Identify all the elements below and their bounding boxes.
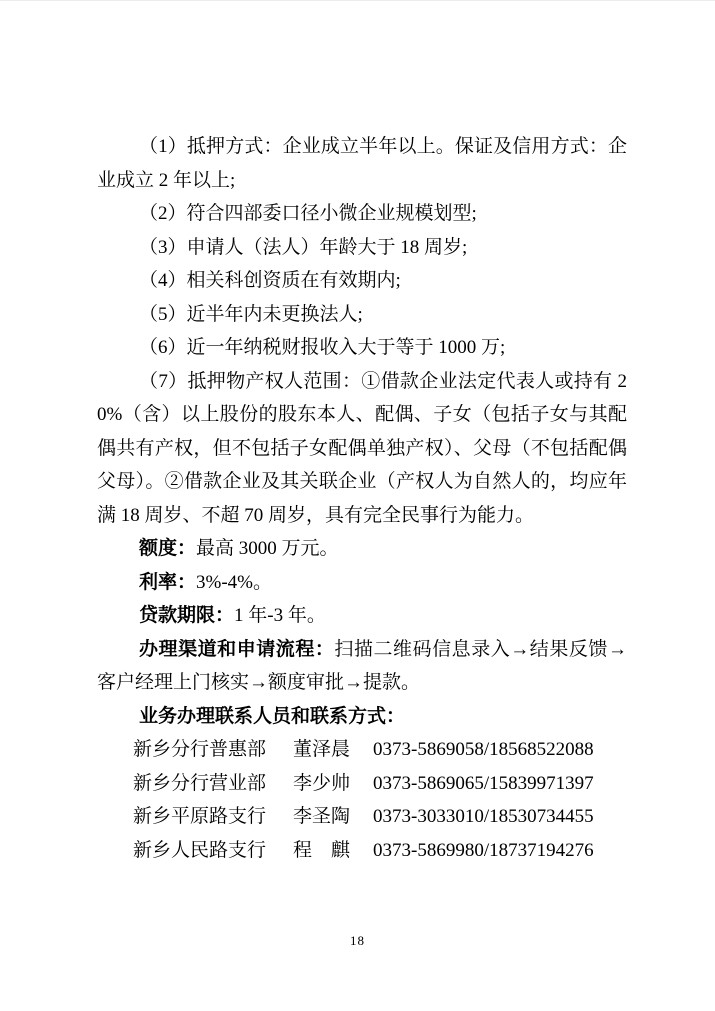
document-paragraph xyxy=(97,365,627,533)
contact-list xyxy=(97,733,627,867)
paragraph-text: 最高 3000 万元。 xyxy=(196,538,339,559)
contact-branch: 新乡分行普惠部 xyxy=(133,739,267,760)
paragraph-label: 贷款期限： xyxy=(139,605,235,626)
contact-branch: 新乡人民路支行 xyxy=(133,839,267,861)
paragraph-text: （4）相关科创资质在有效期内; xyxy=(139,270,401,291)
paragraph-label: 额度： xyxy=(139,538,197,559)
paragraph-text: 1 年-3 年。 xyxy=(234,605,326,626)
contact-branch: 新乡平原路支行 xyxy=(133,806,267,827)
paragraph-text: （5）近半年内未更换法人; xyxy=(139,303,363,325)
document-paragraph xyxy=(97,231,627,265)
contact-row xyxy=(97,767,627,801)
contact-row xyxy=(97,800,627,834)
document-paragraph xyxy=(97,532,627,566)
paragraph-list xyxy=(97,130,627,733)
document-paragraph xyxy=(97,298,627,332)
document-paragraph xyxy=(97,130,627,197)
contact-name: 李少帅 xyxy=(293,772,351,794)
paragraph-text: （2）符合四部委口径小微企业规模划型; xyxy=(139,203,477,224)
document-paragraph xyxy=(97,599,627,633)
document-paragraph xyxy=(97,700,627,734)
document-paragraph xyxy=(97,264,627,298)
contact-row xyxy=(97,733,627,767)
page-number: 18 xyxy=(350,933,365,948)
document-paragraph xyxy=(97,633,627,700)
document-paragraph xyxy=(97,331,627,365)
paragraph-text: （7）抵押物产权人范围：①借款企业法定代表人或持有 20%（含）以上股份的股东本人、配偶、子女（包括子女与其配偶共有产权，但不包括子女配偶单独产权）、父母（不包括配偶父母）。②借款企业及其关联企业（产权人为自然人的，均应年满 18 周岁、不超 70 周岁，具有完全民事行为能力。 xyxy=(97,370,627,526)
contact-branch: 新乡分行营业部 xyxy=(133,772,267,794)
paragraph-label: 业务办理联系人员和联系方式： xyxy=(139,705,406,727)
paragraph-label: 办理渠道和申请流程： xyxy=(139,638,335,660)
contact-phone: 0373-5869058/18568522088 xyxy=(373,739,594,760)
contact-name: 程 麒 xyxy=(293,839,351,861)
contact-row xyxy=(97,834,627,868)
document-paragraph xyxy=(97,197,627,231)
paragraph-text: （3）申请人（法人）年龄大于 18 周岁; xyxy=(139,236,468,258)
contact-name: 董泽晨 xyxy=(293,739,351,760)
document-paragraph xyxy=(97,566,627,600)
contact-phone: 0373-3033010/18530734455 xyxy=(373,806,594,827)
paragraph-text: 3%-4%。 xyxy=(196,571,272,593)
paragraph-text: （6）近一年纳税财报收入大于等于 1000 万; xyxy=(139,337,506,358)
paragraph-text: 扫描二维码信息录入→结果反馈→客户经理上门核实→额度审批→提款。 xyxy=(97,638,627,693)
paragraph-label: 利率： xyxy=(139,571,197,593)
contact-phone: 0373-5869065/15839971397 xyxy=(373,772,594,794)
contact-phone: 0373-5869980/18737194276 xyxy=(373,839,594,861)
document-body xyxy=(97,130,627,867)
paragraph-text: （1）抵押方式：企业成立半年以上。保证及信用方式：企业成立 2 年以上; xyxy=(97,136,627,191)
contact-name: 李圣陶 xyxy=(293,806,351,827)
